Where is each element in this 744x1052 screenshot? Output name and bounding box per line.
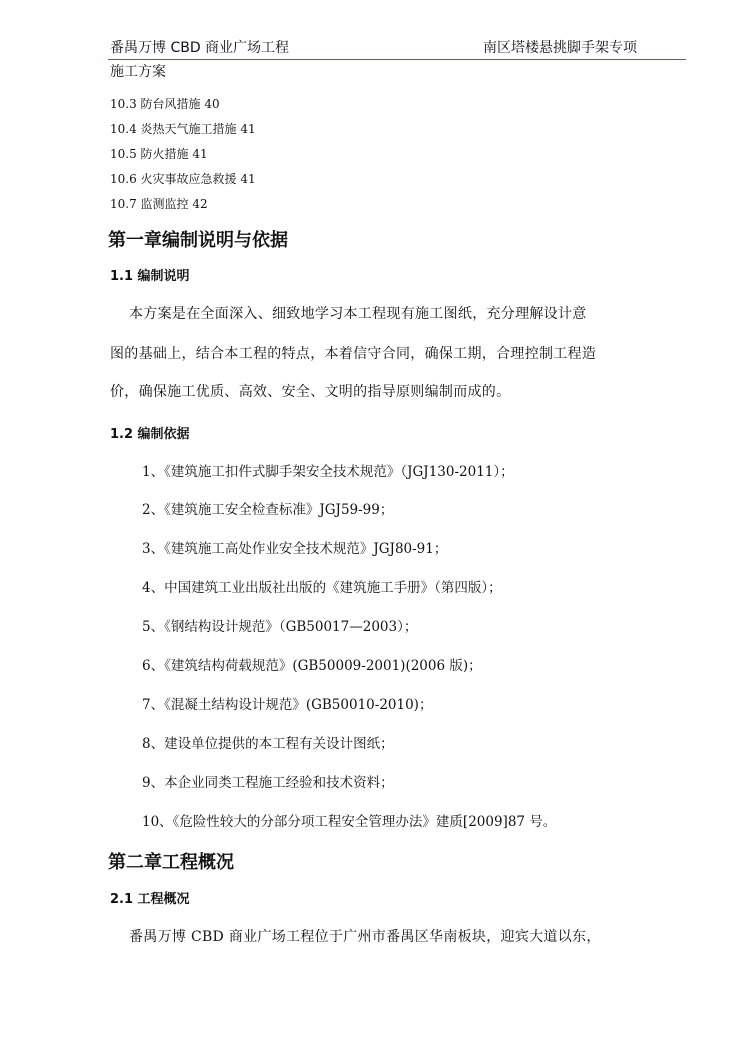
paragraph-line: 本方案是在全面深入、细致地学习本工程现有施工图纸，充分理解设计意 (110, 306, 587, 322)
header-divider (108, 59, 686, 60)
basis-item: 1、《建筑施工扣件式脚手架安全技术规范》（JGJ130-2011）； (142, 464, 514, 480)
toc-entry: 10.6 火灾事故应急救援 41 (110, 172, 256, 186)
basis-item: 3、《建筑施工高处作业安全技术规范》JGJ80-91； (142, 541, 448, 557)
header-project-name: 番禺万博 CBD 商业广场工程 (110, 40, 290, 56)
toc-entry: 10.4 炎热天气施工措施 41 (110, 122, 256, 136)
basis-item: 6、《建筑结构荷载规范》(GB50009-2001)(2006 版)； (142, 658, 482, 674)
header-document-title: 南区塔楼悬挑脚手架专项 (483, 40, 637, 56)
section-1-1-title: 1.1 编制说明 (110, 269, 190, 284)
basis-item: 2、《建筑施工安全检查标准》JGJ59-99； (142, 502, 394, 518)
chapter-2-title: 第二章工程概况 (108, 852, 234, 873)
toc-entry: 10.5 防火措施 41 (110, 147, 208, 161)
toc-entry: 10.3 防台风措施 40 (110, 97, 220, 111)
paragraph-line: 图的基础上，结合本工程的特点，本着信守合同，确保工期，合理控制工程造 (110, 346, 597, 362)
paragraph-line: 价，确保施工优质、高效、安全、文明的指导原则编制而成的。 (110, 384, 511, 400)
section-1-2-title: 1.2 编制依据 (110, 427, 190, 442)
basis-item: 9、本企业同类工程施工经验和技术资料； (142, 775, 394, 791)
section-2-1-title: 2.1 工程概况 (110, 892, 190, 907)
basis-item: 4、中国建筑工业出版社出版的《建筑施工手册》（第四版）； (142, 580, 502, 596)
paragraph-line: 番禺万博 CBD 商业广场工程位于广州市番禺区华南板块，迎宾大道以东， (110, 929, 601, 945)
chapter-1-title: 第一章编制说明与依据 (108, 230, 288, 251)
basis-item: 5、《钢结构设计规范》（GB50017—2003）； (142, 619, 418, 635)
header-subtitle: 施工方案 (110, 64, 166, 80)
toc-entry: 10.7 监测监控 42 (110, 197, 208, 211)
basis-item: 7、《混凝土结构设计规范》(GB50010-2010)； (142, 697, 433, 713)
basis-item: 10、《危险性较大的分部分项工程安全管理办法》建质[2009]87 号。 (142, 814, 557, 830)
basis-item: 8、建设单位提供的本工程有关设计图纸； (142, 736, 394, 752)
